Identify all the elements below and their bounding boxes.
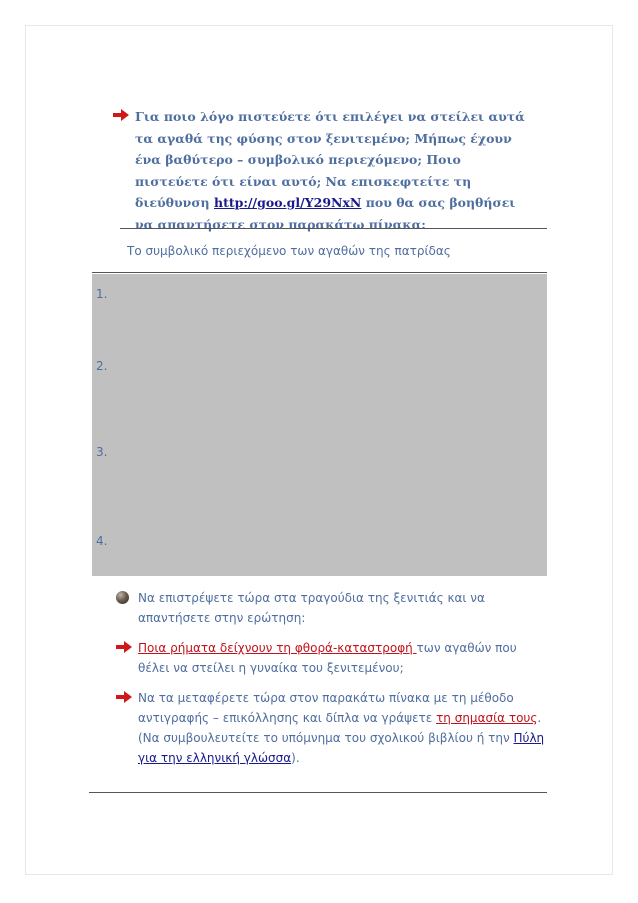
section-2 [116, 588, 546, 768]
table-header-rule [92, 272, 547, 273]
table-top-rule [120, 228, 547, 229]
question-2-text [138, 638, 546, 678]
red-arrow-bullet-icon [116, 691, 132, 703]
table-row-number: 1. [96, 287, 108, 301]
question-3-text [138, 688, 546, 768]
question-1-text-before: Για ποιο λόγο πιστεύετε ότι επιλέγει να στείλει αυτά τα αγαθά της φύσης στον ξενιτεμένο; Μήπως έχουν ένα βαθύτερο – συμβολικό περιεχόμενο; Ποιο πιστεύετε ότι είναι αυτό; Να επισκεφτείτε τη διεύθυνση [135, 109, 525, 210]
bottom-rule [89, 792, 547, 793]
table-title: Το συμβολικό περιεχόμενο των αγαθών της πατρίδας [127, 244, 451, 258]
round-bullet-icon [116, 591, 129, 604]
table-row-number: 2. [96, 359, 108, 373]
question-3-before: Να τα μεταφέρετε τώρα στον παρακάτω πίνακα με τη μέθοδο αντιγραφής – επικόλλησης και δίπλα να γράψετε [138, 691, 514, 725]
section-2-intro: Να επιστρέψετε τώρα στα τραγούδια της ξενιτιάς και να απαντήσετε στην ερώτηση: [138, 591, 485, 625]
question-2-link[interactable]: Ποια ρήματα δείχνουν τη φθορά-καταστροφή [138, 641, 417, 655]
question-1-text-after: που θα σας βοηθήσει να απαντήσετε στον παρακάτω πίνακα: [135, 195, 516, 232]
question-2-rest: των αγαθών που θέλει να στείλει η γυναίκα του ξενιτεμένου; [138, 641, 517, 675]
goo-gl-link[interactable]: http://goo.gl/Y29NxN [214, 195, 362, 210]
table-row-number: 4. [96, 534, 108, 548]
red-arrow-bullet-icon [116, 641, 132, 653]
red-arrow-bullet-icon [113, 109, 129, 121]
question-3-end: ). [291, 751, 300, 765]
answer-table [92, 274, 547, 576]
table-row-number: 3. [96, 445, 108, 459]
question-3-middle: . (Να συμβουλευτείτε το υπόμνημα του σχολικού βιβλίου ή την [138, 711, 542, 745]
meaning-link[interactable]: τη σημασία τους [436, 711, 538, 725]
greek-language-portal-link[interactable]: Πύλη για την ελληνική γλώσσα [138, 731, 545, 765]
question-1-text [135, 106, 533, 235]
question-1 [113, 106, 533, 235]
